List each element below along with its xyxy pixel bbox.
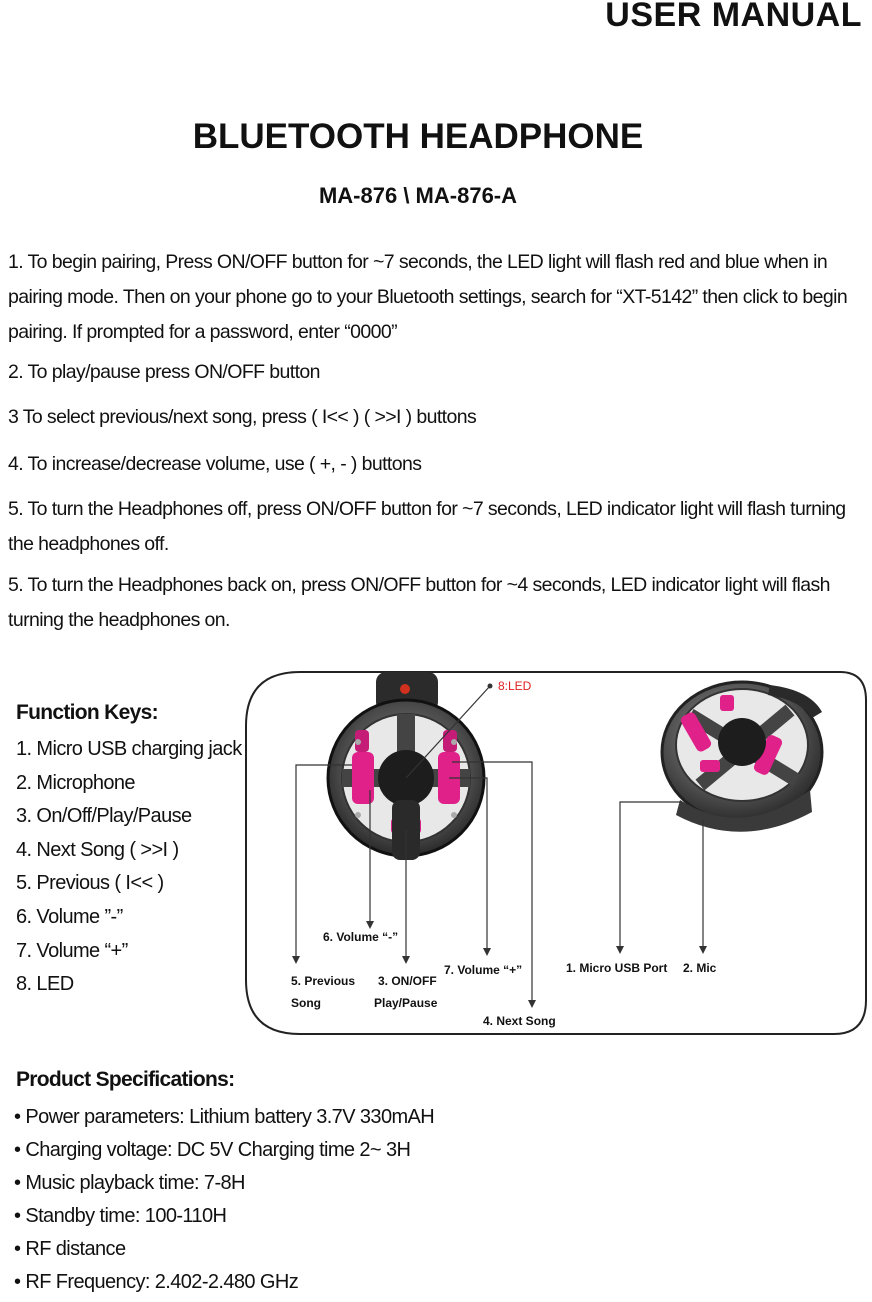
function-key-item: 4. Next Song ( >>I ): [16, 838, 179, 861]
label-usb-port: 1. Micro USB Port: [566, 961, 668, 975]
manual-header: USER MANUAL: [605, 0, 862, 34]
spec-item: • Power parameters: Lithium battery 3.7V 330mAH: [14, 1101, 434, 1134]
specifications-title: Product Specifications:: [16, 1068, 235, 1091]
label-previous-song-1: 5. Previous: [291, 974, 356, 988]
label-led: 8:LED: [498, 679, 532, 693]
label-previous-song-2: Song: [291, 996, 321, 1010]
spec-item: • RF distance: [14, 1233, 434, 1266]
label-onoff-2: Play/Pause: [374, 996, 438, 1010]
spec-item: • Standby time: 100-110H: [14, 1200, 434, 1233]
instruction-prev-next: 3 To select previous/next song, press ( I<< ) ( >>I ) buttons: [8, 406, 477, 428]
instruction-play-pause: 2. To play/pause press ON/OFF button: [8, 361, 320, 383]
headphone-right-cup: [662, 682, 822, 832]
instruction-pairing: 1. To begin pairing, Press ON/OFF button for ~7 seconds, the LED light will flash red and blue when in pairing mode. Then on your phone go to your Bluetooth settings, search for “XT-5142” then click to begin pairing. If prompted for a password, enter “0000”: [8, 251, 848, 343]
function-key-item: 2. Microphone: [16, 771, 135, 794]
function-key-item: 5. Previous ( I<< ): [16, 872, 164, 895]
label-mic: 2. Mic: [683, 961, 717, 975]
function-keys-title: Function Keys:: [16, 701, 158, 724]
model-number: MA-876 \ MA-876-A: [318, 183, 518, 208]
function-key-item: 7. Volume “+”: [16, 939, 128, 962]
function-key-item: 8. LED: [16, 973, 74, 996]
product-title: BLUETOOTH HEADPHONE: [192, 117, 644, 156]
instruction-power-off: 5. To turn the Headphones off, press ON/OFF button for ~7 seconds, LED indicator light will flash turning the headphones off.: [8, 498, 846, 555]
label-onoff-1: 3. ON/OFF: [378, 974, 437, 988]
spec-item: • Charging voltage: DC 5V Charging time 2~ 3H: [14, 1134, 434, 1167]
instruction-power-on: 5. To turn the Headphones back on, press ON/OFF button for ~4 seconds, LED indicator light will flash turning the headphones on.: [8, 574, 830, 631]
label-volume-minus: 6. Volume “-”: [323, 930, 399, 944]
instruction-volume: 4. To increase/decrease volume, use ( +, - ) buttons: [8, 453, 422, 475]
function-key-item: 3. On/Off/Play/Pause: [16, 805, 192, 828]
function-key-item: 6. Volume ”-”: [16, 905, 123, 928]
function-key-item: 1. Micro USB charging jack: [16, 738, 242, 760]
specifications-list: [14, 1101, 434, 1299]
label-volume-plus: 7. Volume “+”: [444, 963, 523, 977]
label-next-song: 4. Next Song: [483, 1014, 556, 1028]
led-indicator: [400, 684, 410, 694]
spec-item: • RF Frequency: 2.402-2.480 GHz: [14, 1266, 434, 1299]
spec-item: • Music playback time: 7-8H: [14, 1167, 434, 1200]
volume-minus-key: [352, 752, 374, 804]
